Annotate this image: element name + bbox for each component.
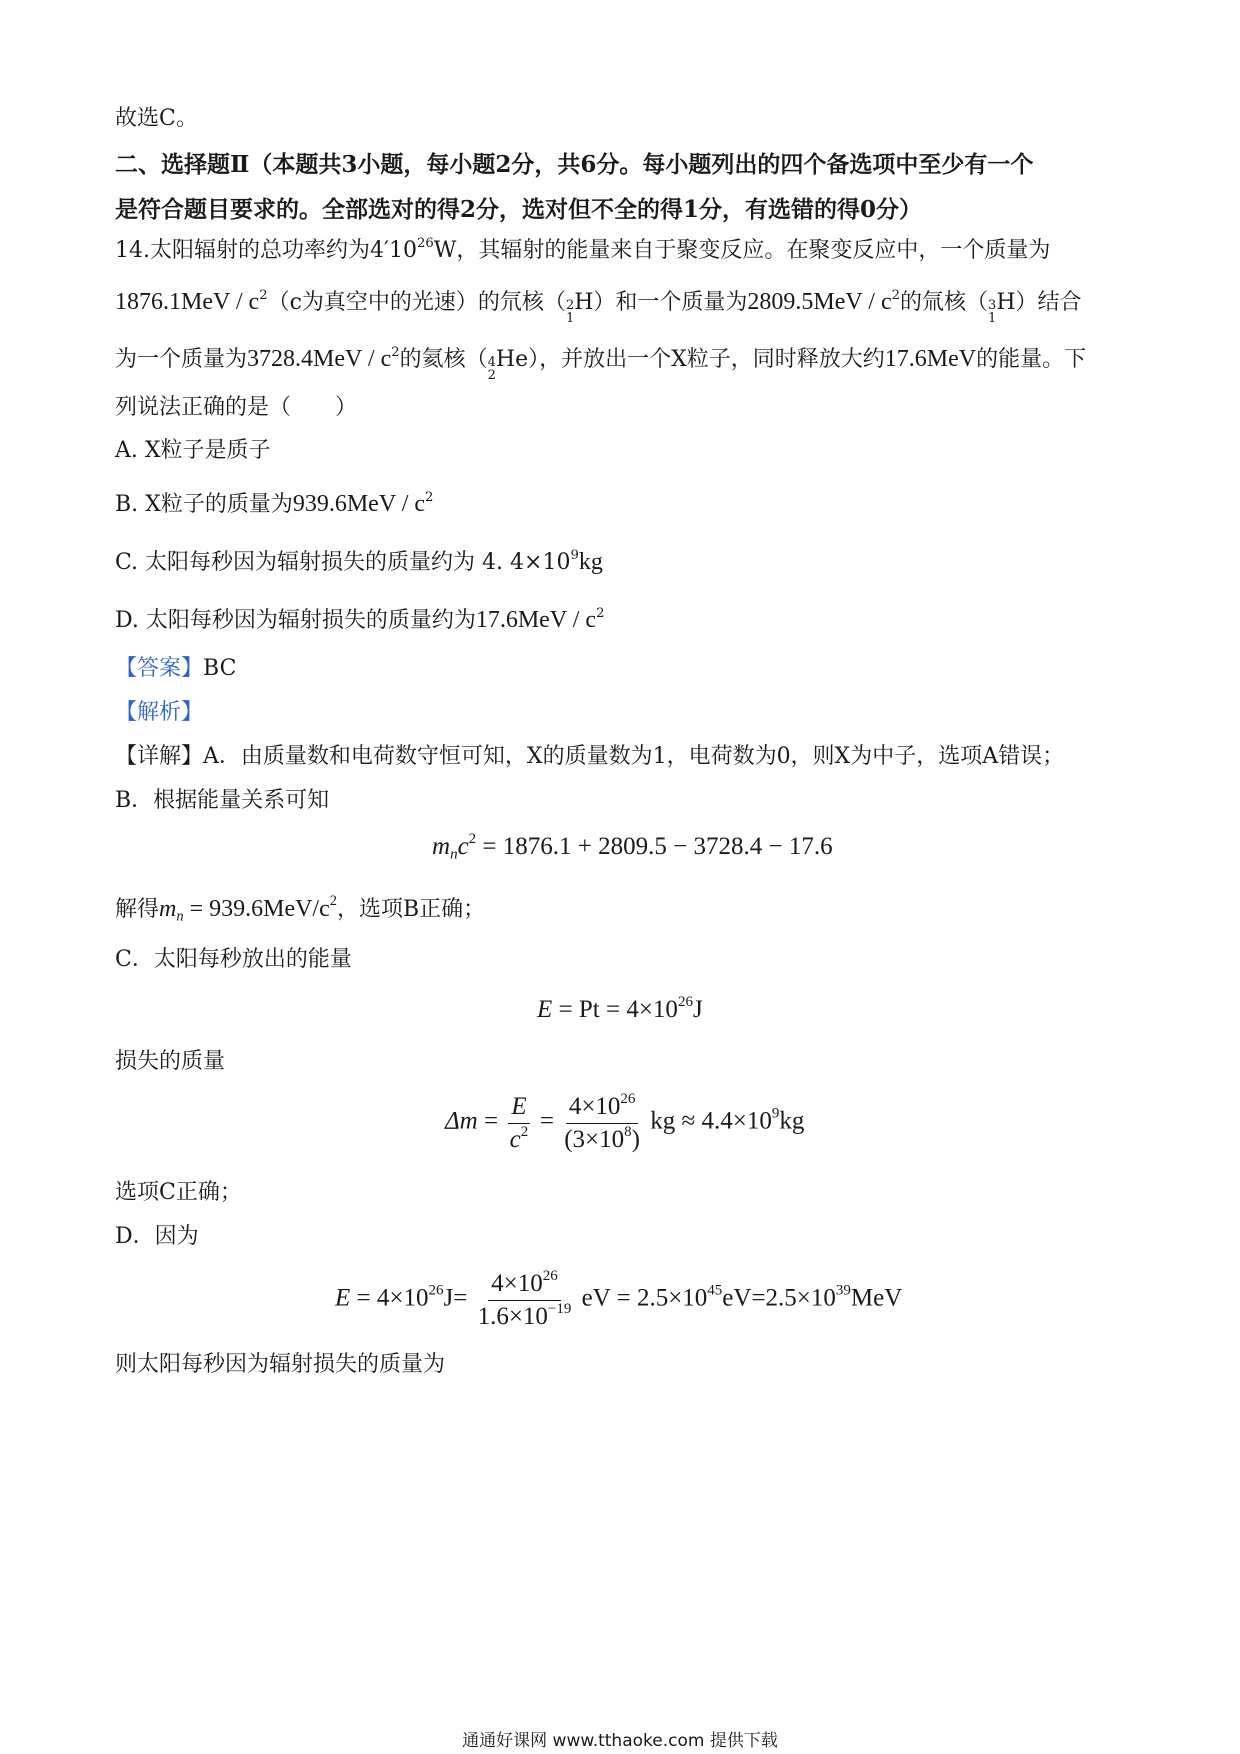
previous-conclusion: 故选C。 [115, 106, 198, 131]
final-line: 则太阳每秒因为辐射损失的质量为 [115, 1352, 446, 1377]
answer-value: BC [203, 656, 237, 681]
option-a: A. X粒子是质子 [115, 438, 271, 463]
equation-energy-per-second: $E = Pt = 4\times 10^{26}J$ [537, 993, 703, 1023]
helium-symbol: 4 2 [487, 355, 496, 383]
analysis-tag: 【解析】 [115, 700, 204, 725]
answer-tag: 【答案】 [115, 656, 204, 681]
question-14-line2: $1876.1MeV / c^2(c$为真空中的光速）的氘核（ 2 1 H）和一个质量为$2809.5MeV / c^2$的氚核（ 3 1 H）结合 [115, 288, 1082, 326]
option-c-correct: 选项C正确； [115, 1180, 242, 1205]
equation-energy-conversion: $E = 4\times 10^{26}J=$ $\frac{4\times 10^{26}}{1.6\times 10^{-19}}$ eV = $2.5\times 10^{45}eV=2.5\times 10^{39}MeV$ [335, 1267, 903, 1330]
question-14-line4: 列说法正确的是（ ） [115, 395, 358, 420]
option-d: D. 太阳每秒因为辐射损失的质量约为$17.6MeV / c^2$ [115, 606, 605, 633]
tritium-symbol: 3 1 [988, 298, 997, 326]
answer-line [115, 656, 236, 682]
equation-energy-relation: $m_nc^2 = 1876.1 + 2809.5 - 3728.4 - 17.6$ [432, 830, 833, 863]
deuterium-symbol: 2 1 [565, 298, 575, 326]
detail-b-heading: B．根据能量关系可知 [115, 788, 330, 813]
page-footer: 通通好课网 www.tthaoke.com 提供下载 [462, 1731, 778, 1751]
section-heading-line1: 二、选择题Ⅱ（本题共3小题，每小题2分，共6分。每小题列出的四个备选项中至少有一个 [115, 151, 1034, 178]
detail-d-heading: D．因为 [115, 1224, 199, 1249]
option-b: B. X粒子的质量为$939.6MeV / c^2$ [115, 490, 434, 517]
section-heading-line2: 是符合题目要求的。全部选对的得2分，选对但不全的得1分，有选错的得0分） [115, 196, 923, 223]
detail-c-heading: C．太阳每秒放出的能量 [115, 947, 352, 972]
loss-mass-label: 损失的质量 [115, 1049, 226, 1074]
question-14-line3: 为一个质量为$3728.4MeV / c^2$的氦核（ 4 2 He），并放出一个X粒子，同时释放大约17.6MeV的能量。下 [115, 345, 1087, 383]
solve-mass-line: 解得$m_n = 939.6MeV/c^2$，选项B正确； [115, 893, 486, 925]
detail-a: 【详解】A．由质量数和电荷数守恒可知，X的质量数为1，电荷数为0，则X为中子，选项A错误； [115, 744, 1065, 769]
equation-mass-loss: Δm = $\frac{E}{c^2}$ = $\frac{4\times 10^{26}}{(3\times 10^8)}$ kg ≈ $4.4\times 10^9kg$ [445, 1090, 805, 1153]
option-c: C. 太阳每秒因为辐射损失的质量约为 4. $4\times 10^9kg$ [115, 548, 603, 575]
question-14-line1: 14.太阳辐射的总功率约为$4'10^{26}W$，其辐射的能量来自于聚变反应。在聚变反应中，一个质量为 [115, 236, 1051, 263]
